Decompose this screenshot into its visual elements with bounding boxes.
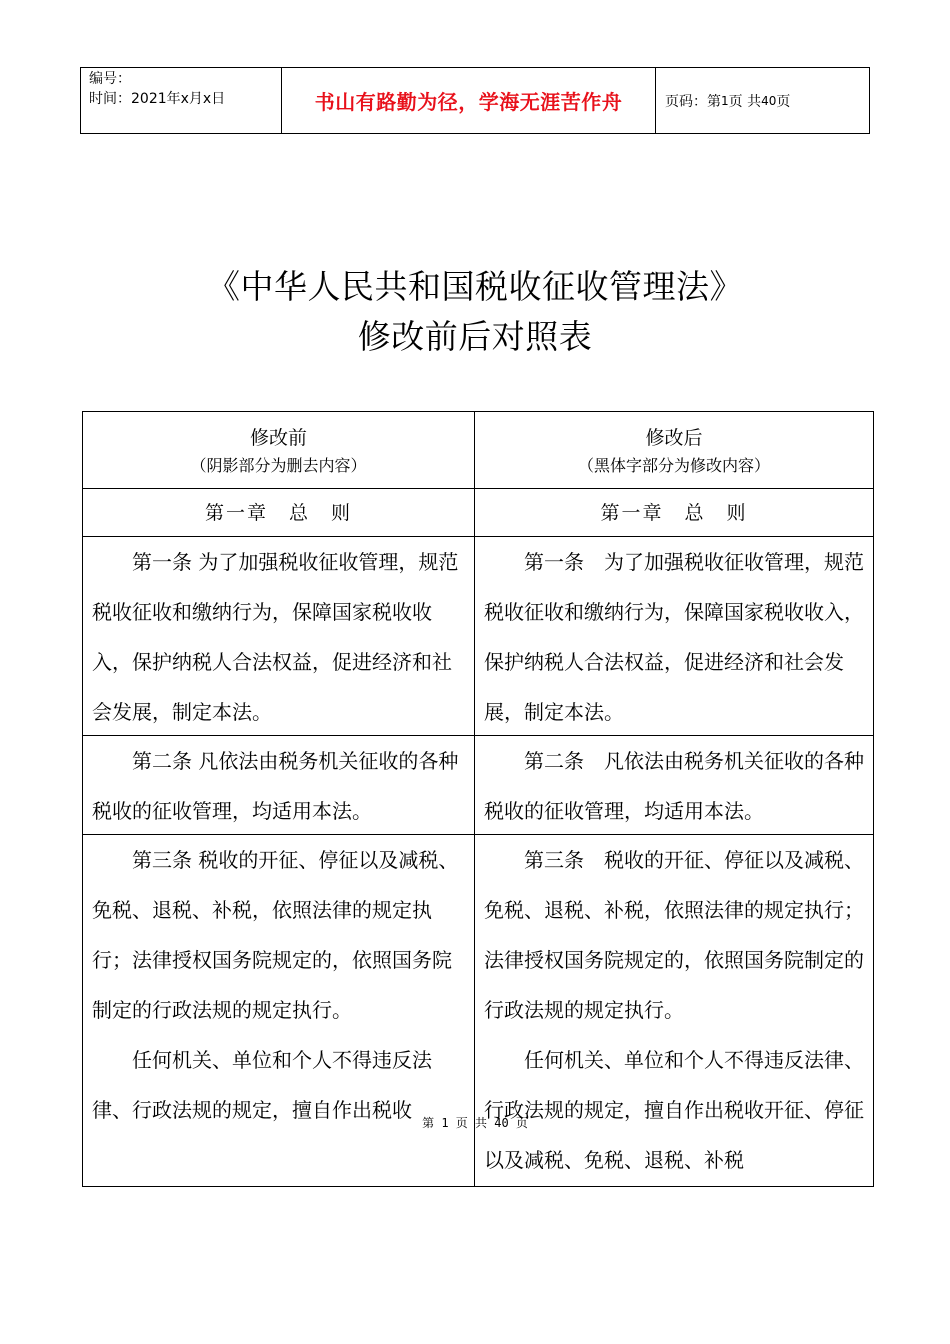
page-mid: 页 共 — [728, 93, 762, 110]
article-1-before — [83, 537, 475, 735]
before-header-cell — [83, 412, 475, 488]
before-heading: 修改前 — [249, 427, 307, 449]
document-header — [80, 67, 870, 134]
page-total: 40 — [761, 93, 777, 108]
comparison-table — [82, 411, 874, 1187]
article-2-before — [83, 736, 475, 834]
article-3-after — [475, 835, 873, 1186]
before-note: （阴影部分为删去内容） — [190, 456, 367, 475]
table-row — [83, 537, 873, 736]
chapter-cell-before — [83, 489, 475, 536]
page-suffix: 页 — [776, 93, 791, 110]
table-header-row — [83, 412, 873, 489]
chapter-title-after: 第一章 总 则 — [600, 502, 748, 524]
page-number: 1 — [721, 93, 729, 108]
after-heading: 修改后 — [645, 427, 703, 449]
article-text: 第一条 为了加强税收征收管理，规范税收征收和缴纳行为，保障国家税收收入，保护纳税人合法权益，促进经济和社会发展，制定本法。 — [92, 550, 459, 724]
chapter-cell-after — [475, 489, 873, 536]
article-text: 任何机关、单位和个人不得违反法律、行政法规的规定，擅自作出税收开征、停征以及减税、免税、退税、补税 — [484, 1048, 864, 1172]
after-note: （黑体字部分为修改内容） — [577, 456, 770, 475]
document-title — [0, 262, 950, 362]
title-line-1: 《中华人民共和国税收征收管理法》 — [207, 267, 743, 306]
table-row — [83, 736, 873, 835]
header-slogan: 书山有路勤为径，学海无涯苦作舟 — [282, 68, 656, 133]
serial-label: 编号： — [89, 71, 131, 87]
article-text: 第二条 凡依法由税务机关征收的各种税收的征收管理，均适用本法。 — [484, 749, 864, 823]
article-text: 第一条 为了加强税收征收管理，规范税收征收和缴纳行为，保障国家税收收入，保护纳税人合法权益，促进经济和社会发展，制定本法。 — [484, 550, 864, 724]
table-row — [83, 835, 873, 1186]
header-page-info — [656, 68, 869, 133]
article-text: 任何机关、单位和个人不得违反法律、行政法规的规定，擅自作出税收 — [92, 1048, 432, 1122]
chapter-title-before: 第一章 总 则 — [204, 502, 352, 524]
title-line-2: 修改前后对照表 — [357, 317, 593, 356]
article-3-before — [83, 835, 475, 1186]
chapter-row — [83, 489, 873, 537]
article-text: 第三条 税收的开征、停征以及减税、免税、退税、补税，依照法律的规定执行；法律授权国务院规定的，依照国务院制定的行政法规的规定执行。 — [92, 848, 459, 1022]
header-meta — [81, 68, 282, 133]
page-prefix: 页码：第 — [665, 93, 721, 110]
article-2-after — [475, 736, 873, 834]
article-text: 第二条 凡依法由税务机关征收的各种税收的征收管理，均适用本法。 — [92, 749, 459, 823]
article-text: 第三条 税收的开征、停征以及减税、免税、退税、补税，依照法律的规定执行；法律授权国务院规定的，依照国务院制定的行政法规的规定执行。 — [484, 848, 864, 1022]
date-label: 时间：2021年x月x日 — [89, 91, 226, 107]
page-footer: 第 1 页 共 40 页 — [422, 1116, 528, 1130]
article-1-after — [475, 537, 873, 735]
after-header-cell — [475, 412, 873, 488]
